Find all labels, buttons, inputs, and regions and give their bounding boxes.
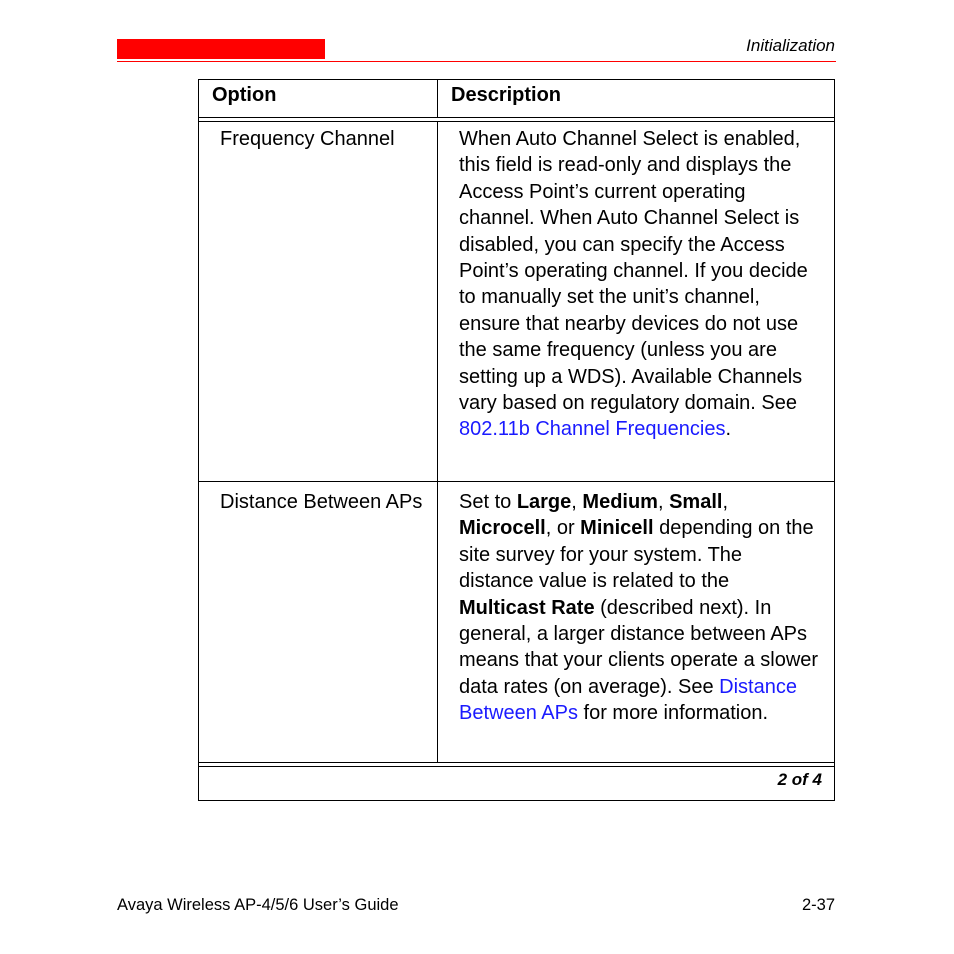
- text-fragment: ,: [722, 491, 729, 513]
- column-header-option: Option: [212, 84, 277, 106]
- column-divider-body: [437, 121, 438, 762]
- text-fragment: ,: [571, 491, 583, 513]
- footer-divider-top: [199, 762, 834, 763]
- link-distance-between-aps[interactable]: Distance Between APs: [459, 675, 797, 725]
- options-table: [198, 79, 835, 801]
- text-fragment: for more information.: [577, 702, 769, 725]
- header-accent-bar: [117, 39, 325, 59]
- term-medium: Medium: [582, 491, 658, 513]
- page-number: 2-37: [801, 896, 835, 914]
- text-fragment: Set to: [459, 491, 517, 513]
- text-fragment: , or: [545, 517, 581, 540]
- term-large: Large: [516, 491, 572, 513]
- footer-divider-bottom: [199, 766, 834, 767]
- table-pager: 2 of 4: [777, 770, 822, 789]
- term-small: Small: [669, 491, 723, 513]
- description-frequency-channel: [459, 126, 821, 443]
- description-distance-between-aps: [459, 489, 821, 727]
- term-microcell: Microcell: [459, 517, 546, 540]
- option-frequency-channel: Frequency Channel: [220, 128, 395, 150]
- header-divider-top: [199, 117, 834, 118]
- term-multicast-rate: Multicast Rate: [459, 596, 595, 619]
- description-end: .: [725, 418, 732, 441]
- section-title: Initialization: [746, 36, 835, 55]
- row-divider: [199, 481, 834, 482]
- text-fragment: ,: [657, 491, 670, 513]
- term-minicell: Minicell: [580, 517, 654, 540]
- column-header-description: Description: [451, 84, 562, 106]
- guide-title: Avaya Wireless AP-4/5/6 User’s Guide: [117, 896, 399, 914]
- header-rule: [117, 61, 836, 62]
- description-text: When Auto Channel Select is enabled, this field is read-only and displays the Access Point’s current operating channel. When Auto Channel Select is disabled, you can specify the Access Point’s operating channel. If you decide to manually set the unit’s channel, ensure that nearby devices do not use the same frequency (unless you are setting up a WDS). Available Channels vary based on regulatory domain. See: [459, 128, 808, 415]
- link-channel-frequencies[interactable]: 802.11b Channel Frequencies: [459, 418, 726, 441]
- text-fragment: depending on the site survey for your system. The distance value is related to the: [459, 517, 814, 593]
- column-divider-header: [437, 80, 438, 117]
- text-fragment: (described next). In general, a larger distance between APs means that your clients operate a slower data rates (on average). See: [459, 596, 819, 698]
- header-divider-bottom: [199, 121, 834, 122]
- option-distance-between-aps: Distance Between APs: [220, 491, 423, 513]
